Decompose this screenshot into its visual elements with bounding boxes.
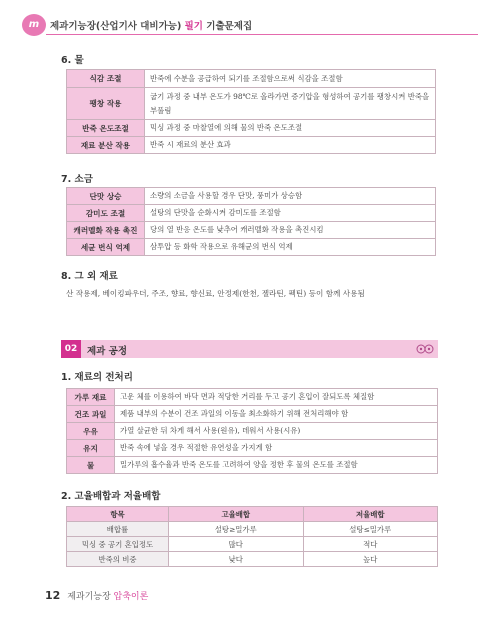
- section-title-others: 8. 그 외 재료: [61, 271, 118, 282]
- table-cell: 적다: [303, 537, 438, 552]
- table-value: 가열 살균한 뒤 차게 해서 사용(원유), 데워서 사용(시유): [115, 423, 438, 440]
- chapter-banner: [61, 340, 438, 358]
- table-value: 고운 체를 이용하여 바닥 면과 적당한 거리를 두고 공기 혼입이 잘되도록 체질함: [115, 389, 438, 406]
- table-value: 굽기 과정 중 내부 온도가 98℃로 올라가면 증기압을 형성하여 공기를 팽창시켜 반죽을 부풀림: [145, 88, 436, 120]
- logo-icon: m: [22, 14, 46, 36]
- section-title-salt: 7. 소금: [61, 174, 93, 185]
- section-title-water: 6. 물: [61, 55, 84, 66]
- footer-section: 압축이론: [113, 592, 149, 602]
- table-key: 단맛 상승: [67, 188, 145, 205]
- table-cell: 높다: [303, 552, 438, 567]
- table-value: 제품 내부의 수분이 건조 과일의 이동을 최소화하기 위해 전처리해야 함: [115, 406, 438, 423]
- water-table: [66, 69, 436, 154]
- header-rule: [46, 34, 478, 35]
- table-value: 믹싱 과정 중 마찰열에 의해 물의 반죽 온도조절: [145, 120, 436, 137]
- subsection-title-pretreatment: 1. 재료의 전처리: [61, 372, 133, 383]
- page-header: [22, 14, 478, 38]
- table-value: 밀가루의 흡수율과 반죽 온도를 고려하여 양을 정한 후 물의 온도를 조절함: [115, 457, 438, 474]
- book-title-rest: 기출문제집: [206, 21, 253, 32]
- table-row-key: 믹싱 중 공기 혼입정도: [67, 537, 169, 552]
- table-key: 캐러멜화 작용 촉진: [67, 222, 145, 239]
- table-key: 팽창 작용: [67, 88, 145, 120]
- table-header: 고율배합: [169, 507, 304, 522]
- table-cell: 설탕≥밀가루: [169, 522, 304, 537]
- table-cell: 낮다: [169, 552, 304, 567]
- table-row-key: 반죽의 비중: [67, 552, 169, 567]
- table-key: 건조 과일: [67, 406, 115, 423]
- ratio-table: [66, 506, 438, 567]
- book-title-main: 제과기능장(산업기사 대비가능): [50, 21, 182, 32]
- chapter-title: 제과 공정: [87, 346, 128, 357]
- salt-table: [66, 187, 436, 256]
- table-cell: 설탕≤밀가루: [303, 522, 438, 537]
- table-header: 저율배합: [303, 507, 438, 522]
- table-key: 우유: [67, 423, 115, 440]
- others-text: 산 작용제, 베이킹파우더, 주조, 향료, 향신료, 안정제(한천, 젤라틴, 펙틴) 등이 함께 사용됨: [66, 289, 365, 298]
- table-value: 설탕의 단맛을 순화시켜 감미도를 조절함: [145, 205, 436, 222]
- table-cell: 많다: [169, 537, 304, 552]
- pretreatment-table: [66, 388, 438, 474]
- book-title: [50, 18, 252, 32]
- table-key: 물: [67, 457, 115, 474]
- flower-icon: [415, 341, 435, 357]
- table-value: 반죽에 수분을 공급하여 되기를 조절함으로써 식감을 조절함: [145, 70, 436, 88]
- table-value: 반죽 시 재료의 분산 효과: [145, 137, 436, 154]
- table-key: 재료 분산 작용: [67, 137, 145, 154]
- page-footer: [45, 589, 148, 602]
- table-value: 삼투압 등 화학 작용으로 유해균의 번식 억제: [145, 239, 436, 256]
- table-key: 가루 재료: [67, 389, 115, 406]
- footer-book: 제과기능장: [67, 592, 111, 602]
- table-row-key: 배합률: [67, 522, 169, 537]
- table-key: 식감 조절: [67, 70, 145, 88]
- book-title-accent: 필기: [184, 21, 203, 32]
- table-key: 유지: [67, 440, 115, 457]
- table-key: 반죽 온도조절: [67, 120, 145, 137]
- table-key: 감미도 조절: [67, 205, 145, 222]
- chapter-number: 02: [61, 340, 81, 358]
- table-key: 세균 번식 억제: [67, 239, 145, 256]
- table-header: 항목: [67, 507, 169, 522]
- table-value: 소량의 소금을 사용할 경우 단맛, 풍미가 상승함: [145, 188, 436, 205]
- subsection-title-ratio: 2. 고율배합과 저율배합: [61, 491, 161, 502]
- table-value: 당의 열 반응 온도를 낮추어 캐러멜화 작용을 촉진시킴: [145, 222, 436, 239]
- table-value: 반죽 속에 넣을 경우 적절한 유연성을 가지게 함: [115, 440, 438, 457]
- page-number: 12: [45, 589, 61, 602]
